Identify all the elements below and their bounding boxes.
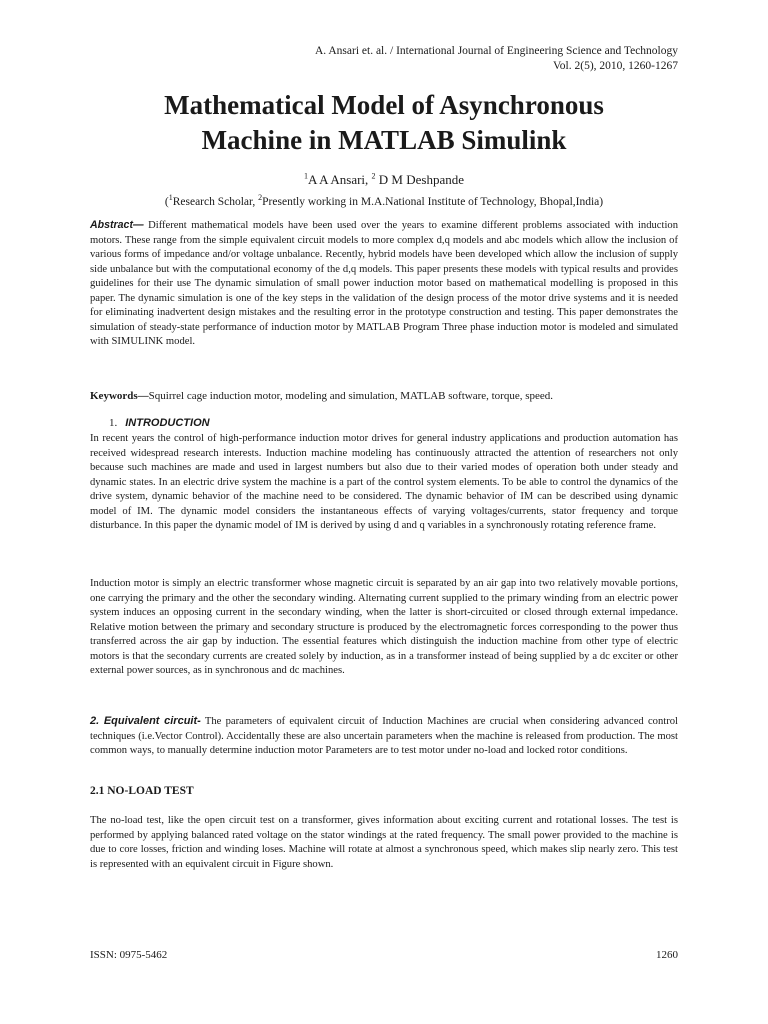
keywords-label: Keywords— [90, 390, 149, 402]
author-list [90, 171, 678, 189]
author-1-name: A A Ansari, [307, 172, 372, 187]
header-volume: Vol. 2(5), 2010, 1260-1267 [552, 60, 678, 72]
affiliation-1-text: Research Scholar, [172, 196, 259, 208]
author-2-name: D M Deshpande [375, 172, 465, 187]
intro-paragraph-2: Induction motor is simply an electric transformer whose magnetic circuit is separated by an air gap into two relatively movable portions, one carrying the primary and the other the secondary winding. Alternating current supplied to the primary winding from an electric power system induces an opposing current in the secondary winding, when the latter is short-circuited or closed through external impedance. Relative motion between the primary and secondary structure is produced by the electromagnetic forces corresponding to the power thus transferred across the air gap by induction. The essential features which distinguish the induction machine from other type of electric motors is that the secondary currents are created solely by induction, as in a transformer instead of being supplied by a dc exciter or other external power sources, as in synchronous and dc machines. [90, 578, 678, 676]
footer-issn: ISSN: 0975-5462 [90, 949, 168, 961]
keywords-text: Squirrel cage induction motor, modeling and simulation, MATLAB software, torque, speed. [148, 390, 554, 402]
abstract [90, 218, 678, 350]
section-2-paragraph [90, 714, 678, 759]
abstract-label: Abstract— [90, 219, 144, 231]
header-citation: A. Ansari et. al. / International Journal of Engineering Science and Technology [314, 45, 678, 57]
footer-page-number: 1260 [656, 949, 678, 961]
affiliation [90, 194, 678, 210]
section-2-1-paragraph: The no-load test, like the open circuit test on a transformer, gives information about exciting current and rotational losses. The test is performed by applying balanced rated voltage on the stator windings at the rated frequency. The small power provided to the machine is due to core losses, friction and winding loses. Machine will rotate at almost a synchronous speed, which makes slip nearly zero. This test is represented with an equivalent circuit in Figure shown. [90, 815, 678, 870]
section-1-heading [109, 417, 210, 429]
section-2-heading: 2. Equivalent circuit- [90, 715, 201, 727]
section-1-number: 1. [109, 417, 118, 429]
section-2-text: The parameters of equivalent circuit of Induction Machines are crucial when considering advanced control techniques (i.e.Vector Control). Accidentally these are also uncertain parameters when the machine is released from production. The most common ways, to manually determine induction motor Parameters are to test motor under no-load and locked rotor conditions. [90, 716, 678, 756]
author-2-superscript: 2 [371, 171, 376, 181]
paper-title [90, 88, 678, 158]
title-line-1: Mathematical Model of Asynchronous [164, 90, 604, 120]
intro-paragraph-1: In recent years the control of high-performance induction motor drives for general industry applications and production automation has received widespread research interests. Induction machine modeling has continuously attracted the attention of researchers not only because such machines are made and used in largest numbers but also due to their varied modes of operation both under steady and dynamic states. In an electric drive system the machine is a part of the control system elements. To be able to control the dynamics of the drive system, dynamic behavior of the machine need to be considered. The dynamic behavior of IM can be described using dynamic model of IM. The dynamic model considers the instantaneous effects of varying voltages/currents, stator frequency and torque disturbance. In this paper the dynamic model of IM is derived by using d and q variables in a synchronously rotating reference frame. [90, 433, 678, 531]
section-1-title: INTRODUCTION [125, 417, 210, 429]
keywords [90, 389, 678, 404]
affiliation-1-superscript: 1 [168, 193, 173, 203]
abstract-text: Different mathematical models have been used over the years to examine different problems associated with induction motors. These range from the simple equivalent circuit models to more complex d,q models and abc models which allow the inclusion of various forms of impedance and/or voltage unbalance. Recently, hybrid models have been developed which allow the inclusion of supply side unbalance but with the computational economy of the d,q models. This paper presents these models with typical results and provides guidelines for their use The dynamic simulation of small power induction motor based on mathematical modelling is proposed in this paper. The dynamic simulation is one of the key steps in the validation of the design process of the motor drive systems and it is needed for eliminating inadvertent design mistakes and the resulting error in the prototype construction and testing. This paper demonstrates the simulation of steady-state performance of induction motor by MATLAB Program Three phase induction motor is modeled and simulated with SIMULINK model. [90, 220, 678, 347]
affiliation-open-paren: ( [164, 196, 169, 208]
author-1-superscript: 1 [303, 171, 308, 181]
section-2-1-heading: 2.1 NO-LOAD TEST [90, 785, 194, 797]
title-line-2: Machine in MATLAB Simulink [201, 125, 567, 155]
running-header [315, 44, 678, 74]
affiliation-2-text: Presently working in M.A.National Institute of Technology, Bhopal,India) [262, 196, 604, 208]
affiliation-2-superscript: 2 [258, 193, 263, 203]
